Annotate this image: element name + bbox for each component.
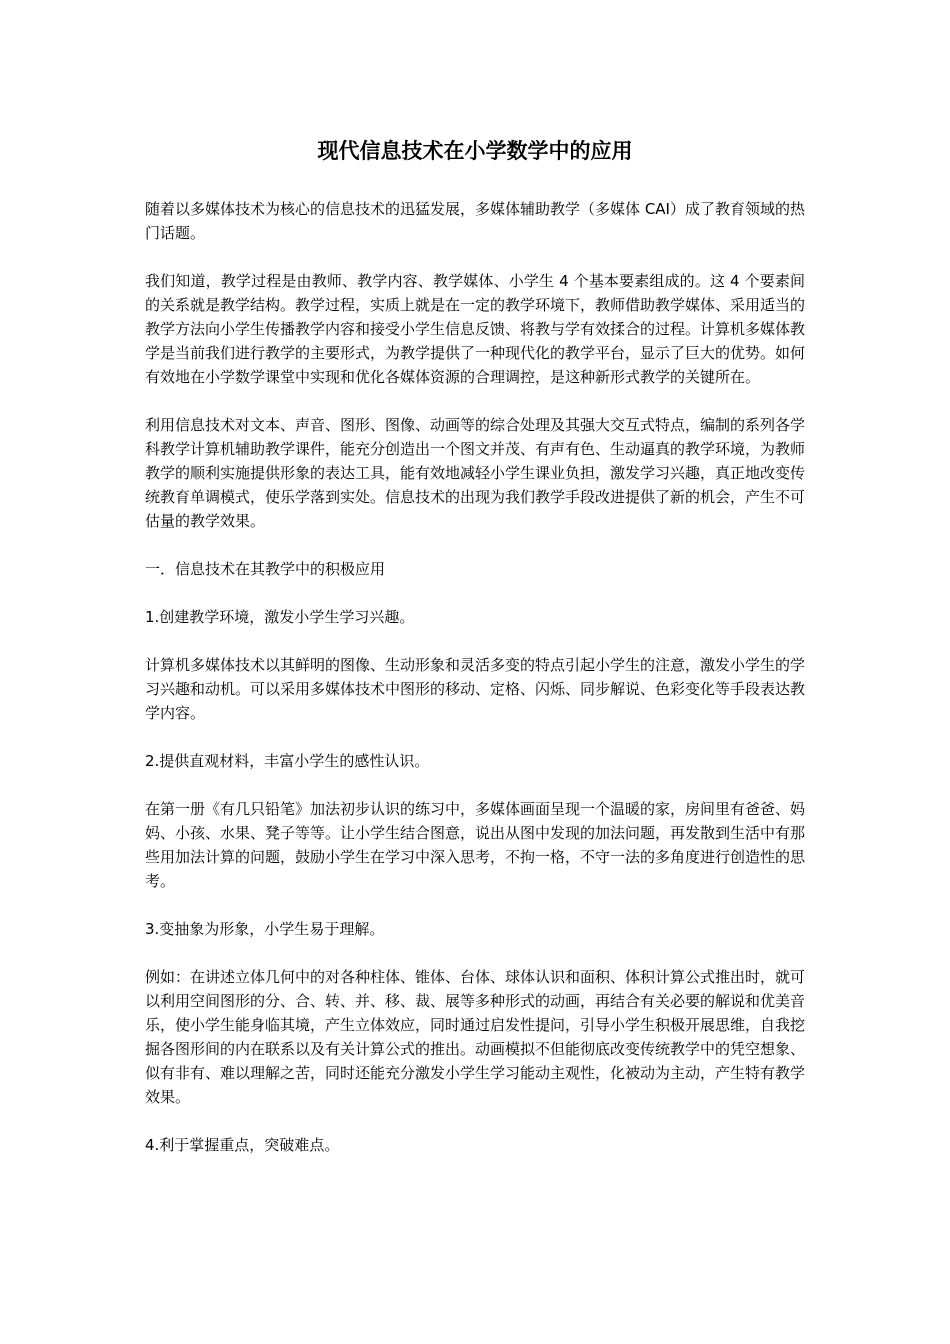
- section-heading-1: 一．信息技术在其教学中的积极应用: [145, 560, 386, 578]
- paragraph-subsection-3: 例如：在讲述立体几何中的对各种柱体、锥体、台体、球体认识和面积、体积计算公式推出时，就可以利用空间图形的分、合、转、并、移、裁、展等多种形式的动画，再结合有关必要的解说和优美音乐，使小学生能身临其境，产生立体效应，同时通过启发性提问，引导小学生积极开展思维，自我挖掘各图形间的内在联系以及有关计算公式的推出。动画模拟不但能彻底改变传统教学中的凭空想象、似有非有、难以理解之苦，同时还能充分激发小学生学习能动主观性，化被动为主动，产生特有教学效果。: [145, 968, 806, 1106]
- paragraph-intro: 随着以多媒体技术为核心的信息技术的迅猛发展，多媒体辅助教学（多媒体 CAI）成了教育领域的热门话题。: [145, 200, 805, 242]
- subheading-4: 4.利于掌握重点，突破难点。: [145, 1136, 340, 1154]
- paragraph-teaching-process: 我们知道，教学过程是由教师、教学内容、教学媒体、小学生 4 个基本要素组成的。这 4 个要素间的关系就是教学结构。教学过程，实质上就是在一定的教学环境下，教师借助教学媒体、采用适当的教学方法向小学生传播教学内容和接受小学生信息反馈、将教与学有效揉合的过程。计算机多媒体教学是当前我们进行教学的主要形式，为教学提供了一种现代化的教学平台，显示了巨大的优势。如何有效地在小学数学课堂中实现和优化各媒体资源的合理调控，是这种新形式教学的关键所在。: [145, 272, 806, 386]
- subheading-1: 1.创建教学环境，激发小学生学习兴趣。: [145, 608, 415, 626]
- paragraph-subsection-2: 在第一册《有几只铅笔》加法初步认识的练习中，多媒体画面呈现一个温暖的家，房间里有爸爸、妈妈、小孩、水果、凳子等等。让小学生结合图意，说出从图中发现的加法问题，再发散到生活中有那些用加法计算的问题，鼓励小学生在学习中深入思考，不拘一格，不守一法的多角度进行创造性的思考。: [145, 800, 806, 890]
- document-body: [145, 197, 805, 1181]
- subheading-2: 2.提供直观材料，丰富小学生的感性认识。: [145, 752, 430, 770]
- paragraph-it-advantages: 利用信息技术对文本、声音、图形、图像、动画等的综合处理及其强大交互式特点，编制的系列各学科教学计算机辅助教学课件，能充分创造出一个图文并茂、有声有色、生动逼真的教学环境，为教师教学的顺利实施提供形象的表达工具，能有效地减轻小学生课业负担，激发学习兴趣，真正地改变传统教育单调模式，使乐学落到实处。信息技术的出现为我们教学手段改进提供了新的机会，产生不可估量的教学效果。: [145, 416, 806, 530]
- paragraph-subsection-1: 计算机多媒体技术以其鲜明的图像、生动形象和灵活多变的特点引起小学生的注意，激发小学生的学习兴趣和动机。可以采用多媒体技术中图形的移动、定格、闪烁、同步解说、色彩变化等手段表达教学内容。: [145, 656, 806, 722]
- document-title: 现代信息技术在小学数学中的应用: [317, 139, 633, 163]
- subheading-3: 3.变抽象为形象，小学生易于理解。: [145, 920, 385, 938]
